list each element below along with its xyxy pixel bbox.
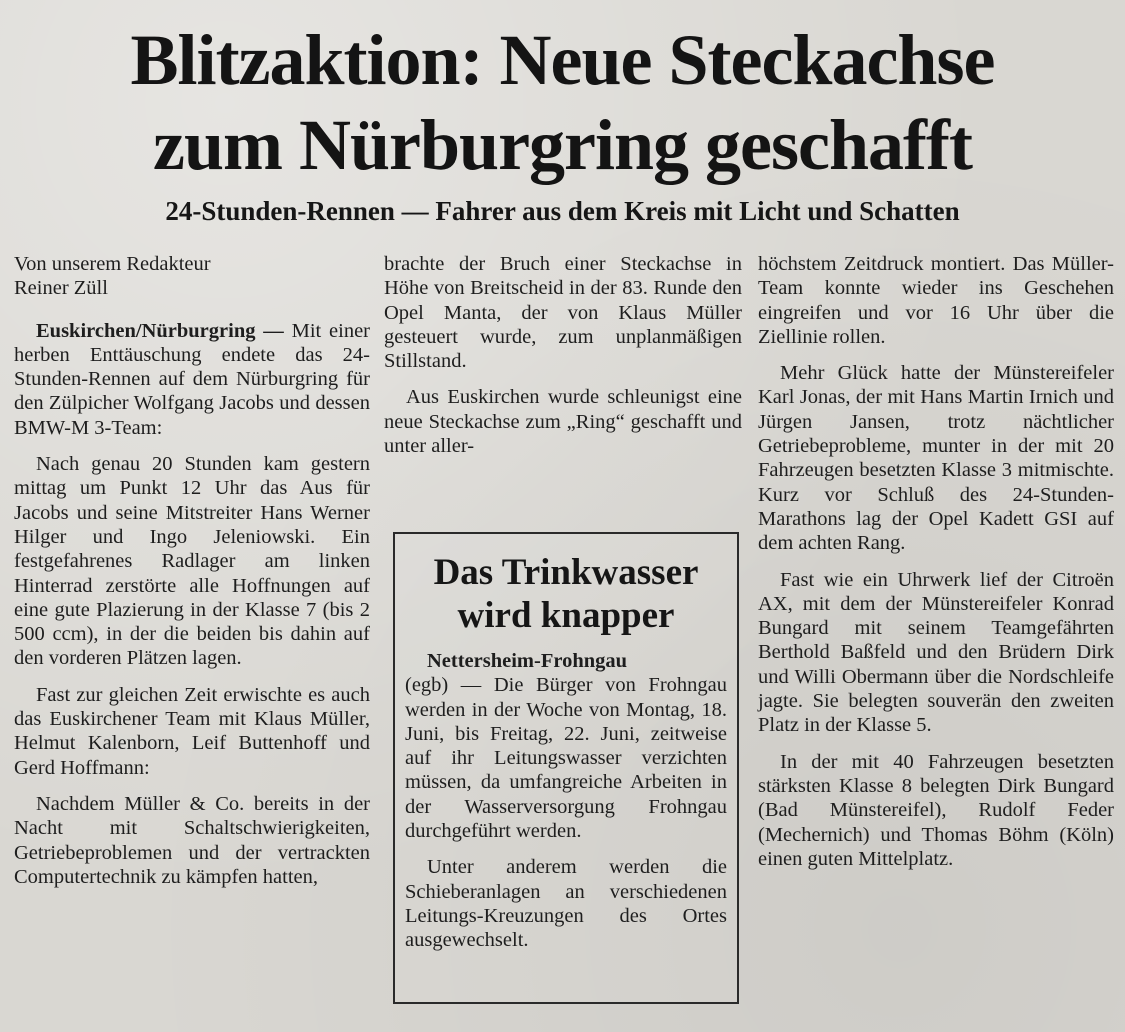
- box-paragraph-1: (egb) — Die Bürger von Frohngau werden in der Woche von Montag, 18. Juni, bis Freitag, 22. Juni, zeitweise auf ihr Leitungswasser verzichten müssen, da umfangreiche Arbeiten in der Wasserversorgung Frohngau durchgeführt werden.: [405, 674, 727, 843]
- box-title-line-2: wird knapper: [457, 595, 675, 636]
- article-paragraph-2: Fast zur gleichen Zeit erwischte es auch das Euskirchener Team mit Klaus Müller, Helmut Kalenborn, Leif Buttenhoff und Gerd Hoffmann:: [14, 683, 370, 779]
- headline-line-2: zum Nürburgring geschafft: [153, 105, 972, 185]
- article-paragraph-3: Nachdem Müller & Co. bereits in der Nacht mit Schaltschwierigkeiten, Getriebeproblemen und der vertrackten Computertechnik zu kämpfen hatten,: [14, 792, 370, 888]
- byline-line-1: Von unserem Redakteur: [14, 253, 211, 275]
- byline: [14, 252, 370, 301]
- lead-text: Mit einer herben Enttäuschung endete das 24-Stunden-Rennen auf dem Nürburgring für den Zülpicher Wolfgang Jacobs und dessen BMW-M 3-Team:: [14, 319, 371, 439]
- lead-paragraph: [14, 319, 370, 440]
- article-paragraph-4: brachte der Bruch einer Steckachse in Höhe von Breitscheid in der 83. Runde den Opel Manta, der von Klaus Müller gesteuert wurde, zum unplanmäßigen Stillstand.: [384, 253, 742, 373]
- article-paragraph-7: Mehr Glück hatte der Münstereifeler Karl Jonas, der mit Hans Martin Irnich und Jürgen Jansen, trotz nächtlicher Getriebeprobleme, munter in der mit 20 Fahrzeugen besetzten Klasse 3 mitmischte. Kurz vor Schluß des 24-Stunden-Marathons lag der Opel Kadett GSI auf dem achten Rang.: [758, 362, 1114, 555]
- article-paragraph-9: In der mit 40 Fahrzeugen besetzten stärksten Klasse 8 belegten Dirk Bungard (Bad Münstereifel), Rudolf Feder (Mechernich) und Thomas Böhm (Köln) einen guten Mittelplatz.: [758, 750, 1114, 870]
- article-paragraph-8: Fast wie ein Uhrwerk lief der Citroën AX, mit dem der Münstereifeler Konrad Bungard mit seinem Teamgefährten Berthold Baßfeld und den Brüdern Dirk und Willi Obermann über die Nordschleife jagte. Sie belegten souverän den zweiten Platz in der Klasse 5.: [758, 568, 1114, 737]
- article-column-3: [758, 252, 1114, 871]
- box-dateline: Nettersheim-Frohngau: [427, 650, 628, 672]
- article-paragraph-1: Nach genau 20 Stunden kam gestern mittag um Punkt 12 Uhr das Aus für Jacobs und seine Mitstreiter Hans Werner Hilger und Ingo Jeleniowski. Ein festgefahrenes Radlager am linken Hinterrad zerstörte alle Hoffnungen auf eine gute Plazierung in der Klasse 7 (bis 2 500 ccm), in der die beiden bis dahin auf den vorderen Plätzen lagen.: [14, 453, 370, 670]
- headline-line-1: Blitzaktion: Neue Steckachse: [130, 20, 995, 100]
- article-column-2: [384, 252, 742, 458]
- article-paragraph-5: Aus Euskirchen wurde schleunigst eine neue Steckachse zum „Ring“ geschafft und unter aller-: [384, 386, 742, 458]
- article-dateline: Euskirchen/Nürburgring —: [36, 319, 284, 342]
- byline-author: Reiner Züll: [14, 277, 108, 300]
- box-body: [405, 649, 727, 953]
- box-paragraph-2: Unter anderem werden die Schieberanlagen an verschiedenen Leitungs-Kreuzungen des Ortes ausgewechselt.: [405, 856, 727, 952]
- subheadline: 24-Stunden-Rennen — Fahrer aus dem Kreis mit Licht und Schatten: [165, 196, 960, 226]
- article-column-1: [14, 252, 370, 889]
- article-paragraph-6: höchstem Zeitdruck montiert. Das Müller-Team konnte wieder ins Geschehen eingreifen und vor 16 Uhr über die Ziellinie rollen.: [758, 253, 1114, 348]
- sidebar-news-box: [393, 532, 739, 1004]
- box-title-line-1: Das Trinkwasser: [433, 552, 699, 593]
